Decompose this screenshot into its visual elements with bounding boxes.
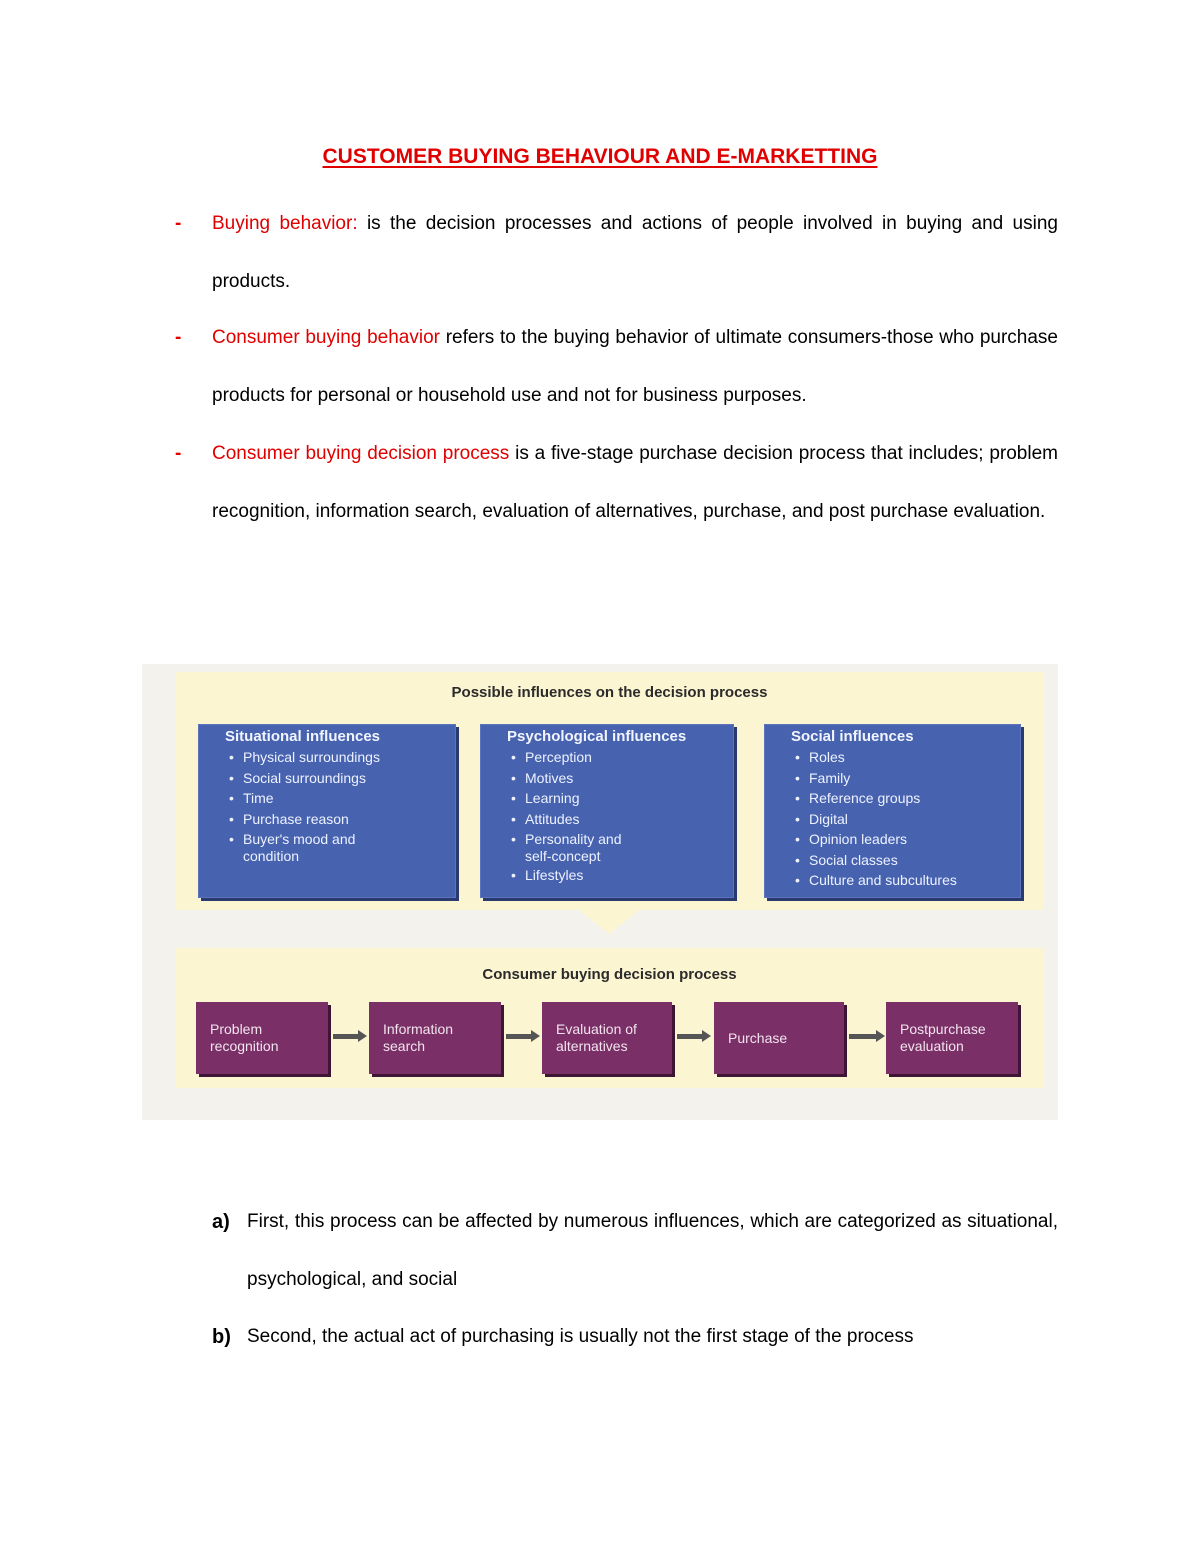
bullet-term: Consumer buying behavior — [212, 327, 440, 348]
list-text: Second, the actual act of purchasing is usually not the first stage of the process — [247, 1326, 914, 1347]
list-item: • Social classes — [809, 850, 1020, 871]
step-problem-recognition — [196, 1002, 328, 1074]
psychological-influences-box — [480, 724, 734, 898]
arrow-icon — [506, 1031, 540, 1041]
situational-influences-box — [198, 724, 456, 898]
influences-heading: Possible influences on the decision process — [451, 684, 768, 701]
bullet-term: Consumer buying decision process — [212, 443, 510, 464]
step-evaluation-of-alternatives — [542, 1002, 672, 1074]
decision-process-panel — [176, 948, 1043, 1088]
situational-influences-list — [199, 747, 455, 865]
bullet-text: is the decision processes and actions of people involved in buying and using products. — [212, 213, 1058, 292]
list-item: • Time — [243, 788, 455, 809]
social-influences-title: Social influences — [791, 728, 914, 745]
influences-panel — [176, 672, 1043, 910]
arrow-icon — [333, 1031, 367, 1041]
decision-process-figure — [142, 664, 1058, 1120]
list-item-b — [212, 1308, 1058, 1366]
psychological-influences-list — [481, 747, 733, 886]
list-item: • Motives — [525, 768, 733, 789]
step-label: Evaluation of alternatives — [556, 1021, 637, 1054]
list-item: • Physical surroundings — [243, 747, 455, 768]
step-label: Postpurchase evaluation — [900, 1021, 986, 1054]
bullet-term: Buying behavior: — [212, 213, 358, 234]
bullet-text: refers to the buying behavior of ultimate consumers-those who purchase products for personal or household use and not for business purposes. — [212, 327, 1058, 406]
list-marker: a) — [212, 1211, 230, 1233]
bullet-buying-behavior — [175, 195, 1058, 311]
list-item: • Perception — [525, 747, 733, 768]
panel-pointer — [579, 910, 639, 934]
bullet-paragraph — [212, 195, 1058, 311]
list-item: • Buyer's mood and condition — [243, 831, 383, 865]
step-information-search — [369, 1002, 501, 1074]
list-item: • Family — [809, 768, 1020, 789]
step-postpurchase-evaluation — [886, 1002, 1018, 1074]
step-purchase — [714, 1002, 844, 1074]
social-influences-list — [765, 747, 1020, 891]
list-item: • Purchase reason — [243, 809, 455, 830]
arrow-icon — [677, 1031, 711, 1041]
psychological-influences-title: Psychological influences — [507, 728, 687, 745]
list-item: • Culture and subcultures — [809, 870, 1020, 891]
process-heading: Consumer buying decision process — [482, 966, 737, 983]
bullet-decision-process — [175, 425, 1058, 541]
bullet-consumer-buying-behavior — [175, 309, 1058, 425]
list-item: • Roles — [809, 747, 1020, 768]
arrow-icon — [849, 1031, 885, 1041]
bullet-dash: - — [175, 213, 182, 234]
list-item: • Opinion leaders — [809, 829, 1020, 850]
list-item: • Learning — [525, 788, 733, 809]
list-item-a — [212, 1193, 1058, 1309]
bullet-text: is a five-stage purchase decision process that includes; problem recognition, information search, evaluation of alternatives, purchase, and post purchase evaluation. — [212, 443, 1058, 522]
step-label: Information search — [383, 1021, 454, 1054]
list-item: • Attitudes — [525, 809, 733, 830]
step-label: Problem recognition — [210, 1021, 279, 1054]
social-influences-box — [764, 724, 1021, 898]
bullet-dash: - — [175, 327, 182, 348]
list-text: First, this process can be affected by numerous influences, which are categorized as situational, psychological, and social — [247, 1211, 1058, 1290]
list-item: • Social surroundings — [243, 768, 455, 789]
bullet-paragraph — [212, 425, 1058, 541]
situational-influences-title: Situational influences — [225, 728, 381, 745]
bullet-dash: - — [175, 443, 182, 464]
list-item: • Lifestyles — [525, 865, 733, 886]
list-item: • Reference groups — [809, 788, 1020, 809]
list-item: • Digital — [809, 809, 1020, 830]
list-marker: b) — [212, 1326, 231, 1348]
page-title: CUSTOMER BUYING BEHAVIOUR AND E-MARKETTING — [322, 145, 878, 168]
bullet-paragraph — [212, 309, 1058, 425]
step-label: Purchase — [728, 1029, 788, 1046]
list-item: • Personality and self-concept — [525, 831, 645, 865]
